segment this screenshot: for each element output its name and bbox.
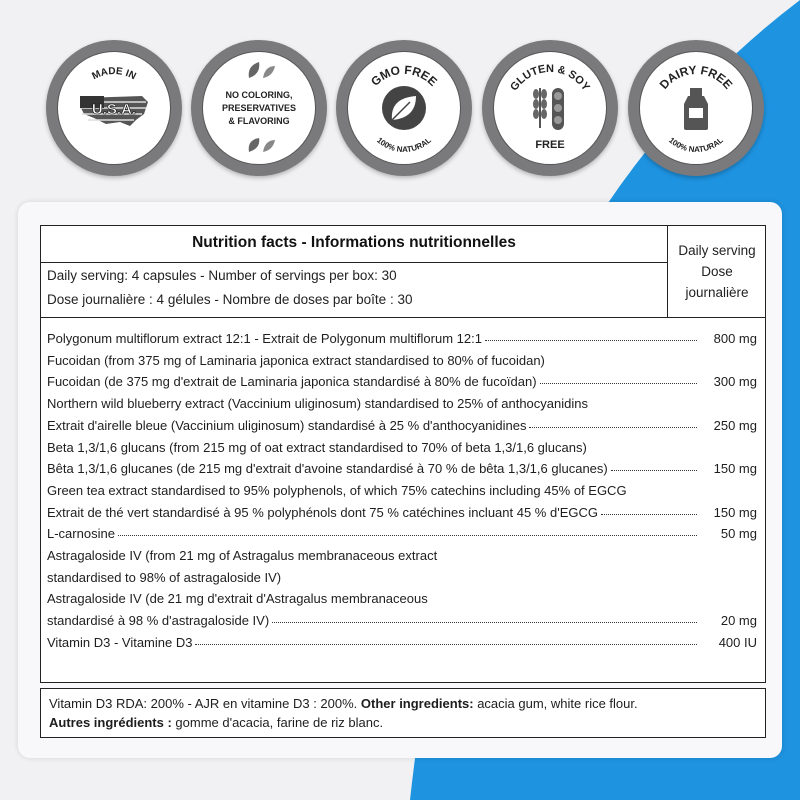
ingredient-amount: 300 mg	[713, 374, 757, 390]
leaf-icon	[382, 86, 426, 130]
ingredient-row	[47, 478, 757, 498]
ingredient-row	[47, 500, 757, 520]
badge-line-2: PRESERVATIVES	[221, 103, 297, 113]
ingredient-label: Astragaloside IV (de 21 mg d'extrait d'Astragalus membranaceous	[47, 591, 428, 607]
header-divider	[41, 262, 667, 263]
leader-dots	[195, 644, 697, 645]
ingredient-label: Northern wild blueberry extract (Vaccinium uliginosum) standardised to 25% of anthocyanidins	[47, 396, 588, 412]
ingredient-label: standardisé à 98 % d'astragaloside IV)	[47, 613, 270, 629]
other-ingredients-label: Other ingredients:	[360, 696, 474, 711]
ingredient-row	[47, 326, 757, 346]
ingredient-label: Extrait de thé vert standardisé à 95 % polyphénols dont 75 % catéchines incluant 45 % d'EGCG	[47, 504, 598, 520]
ingredient-amount: 150 mg	[713, 504, 757, 520]
ingredient-label: Extrait d'airelle bleue (Vaccinium uliginosum) standardisé à 25 % d'anthocyanidines	[47, 417, 527, 433]
leader-dots	[611, 470, 697, 471]
nutrition-facts-table	[40, 225, 766, 683]
badge-bottom-text: 100% NATURAL	[667, 135, 725, 155]
dairy-free-badge	[628, 40, 764, 176]
autres-ingredients-text: gomme d'acacia, farine de riz blanc.	[171, 715, 384, 730]
made-in-usa-badge	[46, 40, 182, 176]
ingredient-row	[47, 565, 757, 585]
leader-dots	[118, 535, 697, 536]
ingredient-amount: 20 mg	[720, 613, 757, 629]
ingredient-label: L-carnosine	[47, 526, 115, 542]
ingredient-row	[47, 608, 757, 628]
ingredient-amount: 800 mg	[713, 331, 757, 346]
no-coloring-badge	[191, 40, 327, 176]
ingredient-row	[47, 369, 757, 389]
gmo-free-badge	[336, 40, 472, 176]
ingredient-row	[47, 521, 757, 541]
ingredient-row	[47, 435, 757, 455]
badge-line-1: NO COLORING,	[225, 90, 293, 100]
ingredient-label: Beta 1,3/1,6 glucans (from 215 mg of oat extract standardised to 70% of beta 1,3/1,6 glucans)	[47, 439, 587, 455]
col-head-line-2: Dose	[701, 264, 733, 279]
ingredient-amount: 150 mg	[713, 461, 757, 477]
ingredient-row	[47, 586, 757, 606]
ingredient-label: Vitamin D3 - Vitamine D3	[47, 634, 193, 650]
ingredient-label: Fucoidan (de 375 mg d'extrait de Laminaria japonica standardisé à 80% de fucoïdan)	[47, 374, 537, 390]
badge-middle-text: U.S.A.	[91, 101, 137, 118]
autres-ingredients-label: Autres ingrédients :	[49, 715, 172, 730]
leader-dots	[485, 340, 697, 341]
gluten-soy-free-badge	[482, 40, 618, 176]
ingredient-row	[47, 456, 757, 476]
badge-line-3: & FLAVORING	[228, 116, 290, 126]
leader-dots	[272, 622, 697, 623]
column-divider	[667, 226, 668, 317]
badge-top-text: GLUTEN & SOY	[508, 63, 592, 94]
ingredient-label: Polygonum multiflorum extract 12:1 - Extrait de Polygonum multiflorum 12:1	[47, 331, 482, 346]
ingredient-label: Astragaloside IV (from 21 mg of Astragalus membranaceous extract	[47, 548, 438, 563]
daily-serving-column-header	[669, 240, 765, 303]
ingredients-footer	[40, 688, 766, 738]
footer-rda: Vitamin D3 RDA: 200% - AJR en vitamine D3 : 200%.	[49, 696, 361, 711]
badge-top-text: MADE IN	[90, 65, 138, 83]
other-ingredients-text: acacia gum, white rice flour.	[473, 696, 638, 711]
leader-dots	[601, 514, 697, 515]
serving-info-en: Daily serving: 4 capsules - Number of servings per box: 30	[47, 268, 397, 283]
badge-top-text: DAIRY FREE	[656, 62, 736, 92]
milk-bottle-icon	[684, 88, 708, 130]
ingredient-row	[47, 630, 757, 650]
ingredient-row	[47, 348, 757, 368]
ingredient-row	[47, 543, 757, 563]
col-head-line-1: Daily serving	[678, 243, 756, 258]
badge-bottom-text: 100% NATURAL	[375, 135, 433, 155]
ingredient-amount: 250 mg	[713, 417, 757, 433]
table-title: Nutrition facts - Informations nutritionnelles	[192, 234, 516, 251]
badge-top-text: GMO FREE	[368, 62, 440, 89]
leader-dots	[529, 427, 697, 428]
col-head-line-3: journalière	[685, 285, 749, 300]
wheat-soy-icon	[533, 88, 564, 130]
leader-dots	[540, 383, 697, 384]
ingredient-row	[47, 391, 757, 411]
ingredient-label: Green tea extract standardised to 95% polyphenols, of which 75% catechins including 45% of EGCG	[47, 482, 627, 498]
serving-info-fr: Dose journalière : 4 gélules - Nombre de doses par boîte : 30	[47, 292, 413, 307]
badge-bottom-text: FREE	[535, 139, 565, 151]
ingredient-amount: 50 mg	[720, 526, 757, 542]
ingredient-row	[47, 413, 757, 433]
ingredient-label: Bêta 1,3/1,6 glucanes (de 215 mg d'extrait d'avoine standardisé à 70 % de bêta 1,3/1,6 glucanes)	[47, 461, 608, 477]
ingredient-label: standardised to 98% of astragaloside IV)	[47, 569, 282, 585]
ingredient-amount: 400 IU	[718, 634, 757, 650]
ingredient-label: Fucoidan (from 375 mg of Laminaria japonica extract standardised to 80% of fucoidan)	[47, 352, 545, 368]
serving-divider	[41, 317, 765, 318]
